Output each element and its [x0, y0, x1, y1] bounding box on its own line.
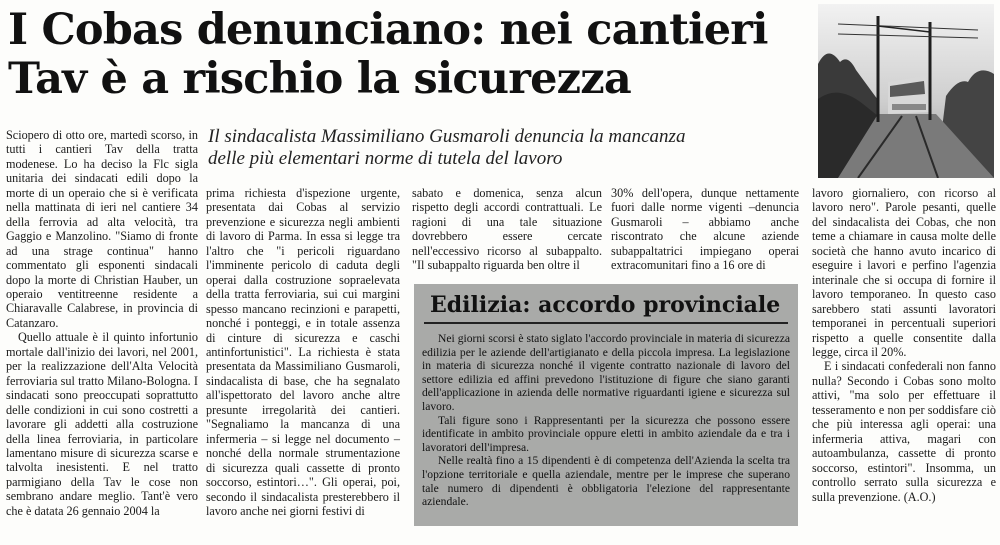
- paragraph: E i sindacati confederali non fanno nulla? Secondo i Cobas sono molto attivi, "ma solo per effettuare il tesseramento e non per soddisfare ciò che più interessa agli operai: una infermeria attiva, magari con autoambulanza, cassette di pronto soccorso, estintori". Insomma, un controllo serrato sulla sicurezza e sulla prevenzione. (A.O.): [812, 359, 996, 504]
- sidebar-box: [414, 284, 798, 526]
- headline-line-2: Tav è a rischio la sicurezza: [8, 54, 631, 104]
- sidebar-box-title: Edilizia: accordo provinciale: [430, 292, 781, 318]
- subheadline-line-2: delle più elementari norme di tutela del lavoro: [208, 148, 563, 169]
- headline: [8, 6, 808, 104]
- paragraph: Tali figure sono i Rappresentanti per la sicurezza che possono essere identificate in ambito provinciale oppure eletti in ambito aziendale da e tra i lavoratori dell'impresa.: [422, 413, 790, 454]
- article-column-5: [812, 186, 996, 504]
- headline-line-1: I Cobas denunciano: nei cantieri: [8, 5, 768, 55]
- article-column-3: [412, 186, 602, 273]
- paragraph: prima richiesta d'ispezione urgente, presentata dai Cobas al servizio prevenzione e sicurezza negli ambienti di lavoro di Parma. In essa si legge tra l'altro che "i pericoli riguardano l'imminente pericolo di caduta degli operai dalla costruzione sopraelevata della tratta ferroviaria, sui cui margini spesso mancano recinzioni e parapetti, nonché i ponteggi, e in totale assenza di cinture di sicurezza e caschi antinfortunistici". La richiesta è stata presentata da Massimiliano Gusmaroli, sindacalista di base, che ha segnalato all'ispettorato del lavoro anche altre presunte irregolarità dei cantieri. "Segnaliamo la mancanza di una infermeria – si legge nel documento – nonché della normale strumentazione di sicurezza quali cassette di pronto soccorso, estintori…". Gli operai, poi, secondo il sindacalista presterebbero il lavoro anche nei giorni festivi di: [206, 186, 400, 518]
- article-column-4: [611, 186, 799, 273]
- paragraph: lavoro giornaliero, con ricorso al lavoro nero". Parole pesanti, quelle del sindacalista dei Cobas, che non teme a chiamare in causa molte delle società che hanno avuto incarico di eseguire i lavori e perfino l'agenzia interinale che si occupa di fornire il lavoro temporaneo. In questo caso sarebbero stati assunti lavoratori temporanei in percentuali superiori rispetto a quelle consentite dalla legge, circa il 20%.: [812, 186, 996, 359]
- paragraph: Nei giorni scorsi è stato siglato l'accordo provinciale in materia di sicurezza edilizia per le aziende dell'artigianato e della piccola impresa. La legislazione in materia di sicurezza nonché il vigente contratto nazionale di lavoro del settore edilizia ed affini prevedono l'istituzione di figure che siano garanti dell'applicazione in azienda delle normative riguardanti igiene e sicurezza sul lavoro.: [422, 332, 790, 413]
- paragraph: Nelle realtà fino a 15 dipendenti è di competenza dell'Azienda la scelta tra l'opzione territoriale e quella aziendale, mentre per le imprese che superano tale numero di dipendenti è obbligatoria l'elezione del rappresentante aziendale.: [422, 454, 790, 509]
- article-column-1: [6, 128, 198, 518]
- paragraph: sabato e domenica, senza alcun rispetto degli accordi contrattuali. Le ragioni di una tale situazione dovrebbero essere cercate nell'eccessivo ricorso al subappalto. "Il subappalto riguarda ben oltre il: [412, 186, 602, 273]
- sidebar-box-body: [422, 332, 790, 509]
- subheadline: [208, 126, 808, 170]
- train-photo: [818, 4, 994, 178]
- sidebar-box-divider: [424, 322, 788, 324]
- paragraph: Quello attuale è il quinto infortunio mortale dall'inizio dei lavori, nel 2001, per la realizzazione dell'Alta Velocità ferroviaria sul tratto Milano-Bologna. I sindacati sono preoccupati soprattutto delle condizioni in cui sono costretti a lavorare gli addetti alla costruzione della linea ferroviaria, in particolare lamentano misure di sicurezza scarse e talvolta inesistenti. E nel tratto parmigiano della Tav le cose non sembrano andare meglio. Tant'è vero che è datata 26 gennaio 2004 la: [6, 330, 198, 518]
- train-photo-image: [818, 4, 994, 178]
- subheadline-line-1: Il sindacalista Massimiliano Gusmaroli denuncia la mancanza: [208, 126, 686, 147]
- article-column-2: [206, 186, 400, 518]
- paragraph: 30% dell'opera, dunque nettamente fuori dalle norme vigenti –denuncia Gusmaroli – abbiamo anche riscontrato che alcune aziende subappaltatrici impiegano operai extracomunitari fino a 16 ore di: [611, 186, 799, 273]
- paragraph: Sciopero di otto ore, martedì scorso, in tutti i cantieri Tav della tratta modenese. Lo ha deciso la Flc sigla unitaria dei sindacati edili dopo la morte di un operaio che si è verificata nella mattinata di ieri nel cantiere 34 della ferrovia ad alta velocità, tra Gaggio e Manzolino. "Siamo di fronte ad una strage continua" hanno commentato gli esponenti sindacali dopo la morte di Christian Hauber, un operaio ventitreenne residente a Chiaravalle Calabrese, in provincia di Catanzaro.: [6, 128, 198, 330]
